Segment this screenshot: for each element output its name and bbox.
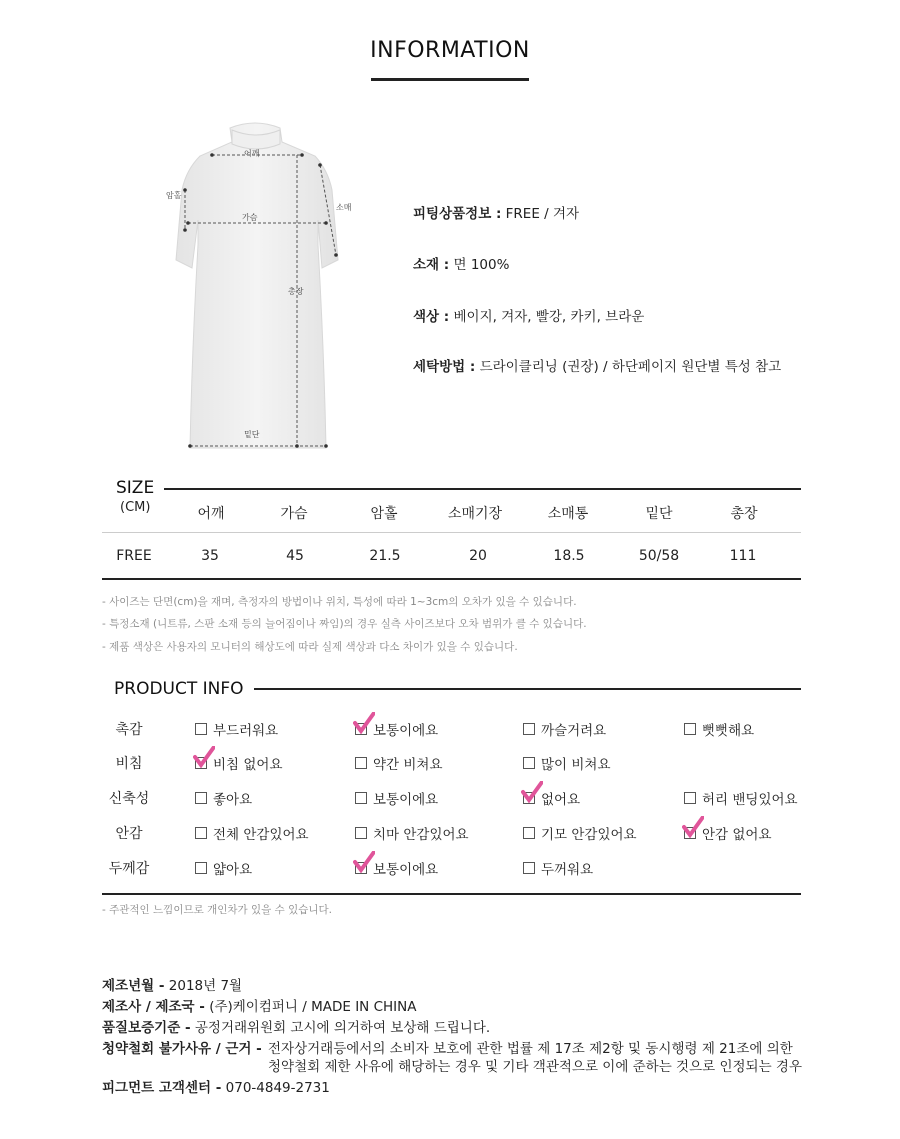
option-checkbox[interactable]: 전체 안감있어요	[195, 823, 309, 843]
check-icon	[353, 712, 375, 734]
info-material: 소재 : 면 100%	[413, 257, 510, 273]
option-checkbox[interactable]: 없어요	[523, 788, 580, 808]
size-note: - 특정소재 (니트류, 스판 소재 등의 늘어짐이나 짜임)의 경우 실측 사이즈보다 오차 범위가 클 수 있습니다.	[102, 618, 587, 630]
label-chest: 가슴	[242, 213, 258, 222]
product-info-title: PRODUCT INFO	[114, 679, 244, 699]
size-cell: 18.5	[553, 548, 585, 564]
option-checkbox[interactable]: 보통이에요	[355, 719, 438, 739]
size-bottom-rule	[102, 578, 801, 580]
size-unit: (CM)	[120, 500, 151, 515]
row-label-touch: 촉감	[115, 722, 143, 738]
size-header: 암홀	[370, 506, 398, 522]
check-icon	[521, 781, 543, 803]
size-cell: 45	[286, 548, 304, 564]
info-fitting: 피팅상품정보 : FREE / 겨자	[413, 206, 580, 222]
size-cell: 21.5	[369, 548, 401, 564]
option-checkbox[interactable]: 치마 안감있어요	[355, 823, 469, 843]
footer-maker: 제조사 / 제조국 - (주)케이컴퍼니 / MADE IN CHINA	[102, 999, 417, 1015]
product-info-rule	[254, 688, 801, 690]
info-color: 색상 : 베이지, 겨자, 빨강, 카키, 브라운	[413, 309, 645, 325]
size-header: 가슴	[280, 506, 308, 522]
label-armhole: 암홀	[166, 191, 182, 200]
size-header: 총장	[730, 506, 758, 522]
row-label-stretch: 신축성	[108, 791, 150, 807]
info-washing: 세탁방법 : 드라이클리닝 (권장) / 하단페이지 원단별 특성 참고	[413, 359, 782, 375]
option-checkbox[interactable]: 보통이에요	[355, 858, 438, 878]
size-cell: 111	[729, 548, 757, 564]
footer-date: 제조년월 - 2018년 7월	[102, 978, 243, 994]
option-checkbox[interactable]: 두꺼워요	[523, 858, 593, 878]
page-title: INFORMATION	[370, 38, 530, 63]
footer-withdraw: 청약철회 불가사유 / 근거 -	[102, 1041, 262, 1057]
check-icon	[682, 816, 704, 838]
check-icon	[353, 851, 375, 873]
size-note: - 제품 색상은 사용자의 모니터의 해상도에 따라 실제 색상과 다소 차이가 있을 수 있습니다.	[102, 641, 518, 653]
size-row-name: FREE	[116, 548, 152, 564]
size-cell: 50/58	[638, 548, 680, 564]
row-label-sheer: 비침	[115, 756, 143, 772]
size-header: 어깨	[197, 506, 225, 522]
label-length: 총장	[288, 287, 304, 296]
option-checkbox[interactable]: 약간 비쳐요	[355, 753, 443, 773]
option-checkbox[interactable]: 얇아요	[195, 858, 252, 878]
product-info-bottom-rule	[102, 893, 801, 895]
size-cell: 20	[469, 548, 487, 564]
label-shoulder: 어깨	[244, 149, 260, 158]
option-checkbox[interactable]: 안감 없어요	[684, 823, 772, 843]
footer-withdraw-line2: 청약철회 제한 사유에 해당하는 경우 및 기타 객관적으로 이에 준하는 것으로 인정되는 경우	[268, 1059, 803, 1075]
footer-withdraw-line1: 전자상거래등에서의 소비자 보호에 관한 법률 제 17조 제2항 및 동시행령 제 21조에 의한	[268, 1041, 793, 1057]
option-checkbox[interactable]: 좋아요	[195, 788, 252, 808]
product-info-note: - 주관적인 느낌이므로 개인차가 있을 수 있습니다.	[102, 904, 333, 916]
option-checkbox[interactable]: 까슬거려요	[523, 719, 606, 739]
size-divider	[102, 532, 801, 533]
size-title: SIZE	[116, 478, 155, 498]
footer-customer-center: 피그먼트 고객센터 - 070-4849-2731	[102, 1080, 330, 1096]
size-cell: 35	[201, 548, 219, 564]
dress-illustration	[140, 110, 370, 460]
garment-diagram	[140, 110, 370, 460]
option-checkbox[interactable]: 많이 비쳐요	[523, 753, 611, 773]
option-checkbox[interactable]: 비침 없어요	[195, 753, 283, 773]
option-checkbox[interactable]: 허리 밴딩있어요	[684, 788, 798, 808]
size-header: 소매통	[547, 506, 589, 522]
size-top-rule	[164, 488, 801, 490]
size-note: - 사이즈는 단면(cm)을 재며, 측정자의 방법이나 위치, 특성에 따라 1~3cm의 오차가 있을 수 있습니다.	[102, 596, 577, 608]
option-checkbox[interactable]: 보통이에요	[355, 788, 438, 808]
dress-shape	[176, 123, 338, 448]
footer-warranty: 품질보증기준 - 공정거래위원회 고시에 의거하여 보상해 드립니다.	[102, 1020, 491, 1036]
label-hem: 밑단	[244, 430, 260, 439]
label-sleeve: 소매	[336, 203, 352, 212]
size-header: 소매기장	[447, 506, 503, 522]
check-icon	[193, 746, 215, 768]
row-label-thickness: 두께감	[108, 861, 150, 877]
option-checkbox[interactable]: 기모 안감있어요	[523, 823, 637, 843]
row-label-lining: 안감	[115, 826, 143, 842]
option-checkbox[interactable]: 뻣뻣해요	[684, 719, 754, 739]
size-header: 밑단	[645, 506, 673, 522]
option-checkbox[interactable]: 부드러워요	[195, 719, 278, 739]
title-underline	[371, 78, 529, 81]
